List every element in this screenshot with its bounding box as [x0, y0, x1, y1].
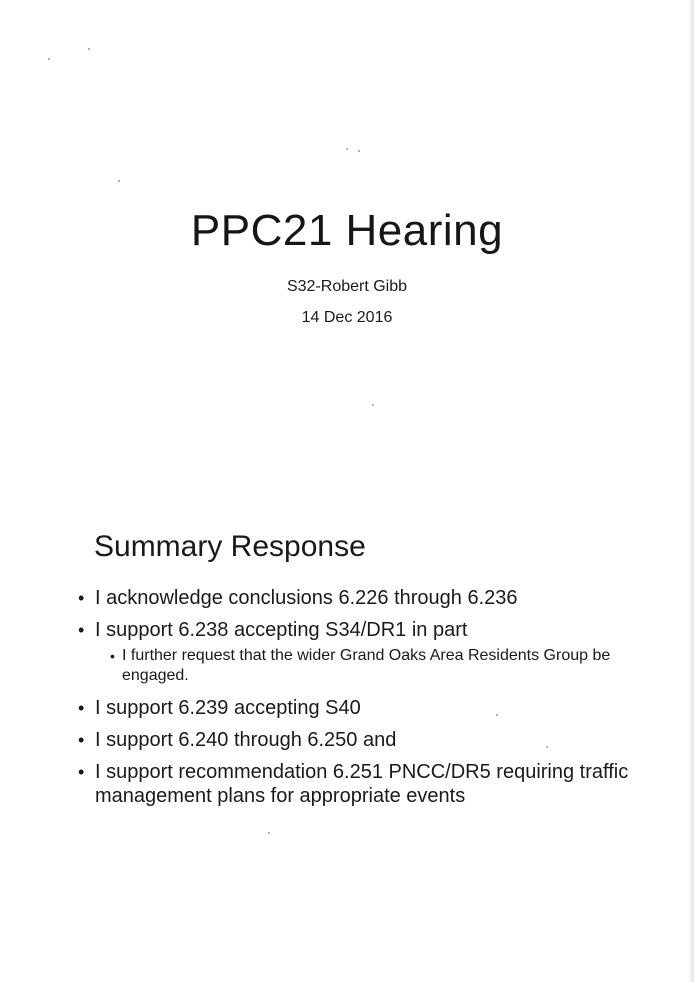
bullet-item: [78, 586, 638, 610]
scan-speck: [88, 48, 90, 50]
bullet-text: I acknowledge conclusions 6.226 through 6.236: [95, 587, 518, 609]
bullet-dot-icon: •: [78, 730, 85, 750]
bullet-dot-icon: •: [78, 698, 85, 718]
bullet-list: [78, 586, 638, 816]
bullet-dot-icon: •: [78, 762, 85, 782]
bullet-text: I support recommendation 6.251 PNCC/DR5 requiring traffic management plans for appropriate events: [95, 761, 629, 807]
scan-speck: [372, 404, 374, 406]
bullet-text: I support 6.239 accepting S40: [95, 697, 361, 719]
scan-speck: [118, 180, 120, 182]
sub-bullet-dot-icon: •: [110, 648, 115, 664]
bullet-dot-icon: •: [78, 588, 85, 608]
bullet-text: I support 6.240 through 6.250 and: [95, 729, 397, 751]
scan-speck: [358, 150, 360, 152]
sub-bullet-text: I further request that the wider Grand Oaks Area Residents Group be engaged.: [122, 647, 611, 684]
bullet-item: [78, 696, 638, 720]
scan-edge-shadow: [688, 0, 694, 982]
bullet-text: I support 6.238 accepting S34/DR1 in part: [95, 619, 468, 641]
section-heading: Summary Response: [94, 530, 366, 563]
scan-speck: [268, 832, 270, 834]
slide-title: PPC21 Hearing: [190, 206, 504, 255]
bullet-item: [78, 618, 638, 642]
scan-speck: [346, 148, 348, 150]
bullet-item: [78, 760, 638, 808]
date-line: 14 Dec 2016: [301, 309, 393, 326]
scan-speck: [48, 58, 50, 60]
presenter-line: S32-Robert Gibb: [286, 278, 408, 295]
sub-bullet-item: [78, 646, 638, 686]
bullet-dot-icon: •: [78, 620, 85, 640]
bullet-item: [78, 728, 638, 752]
